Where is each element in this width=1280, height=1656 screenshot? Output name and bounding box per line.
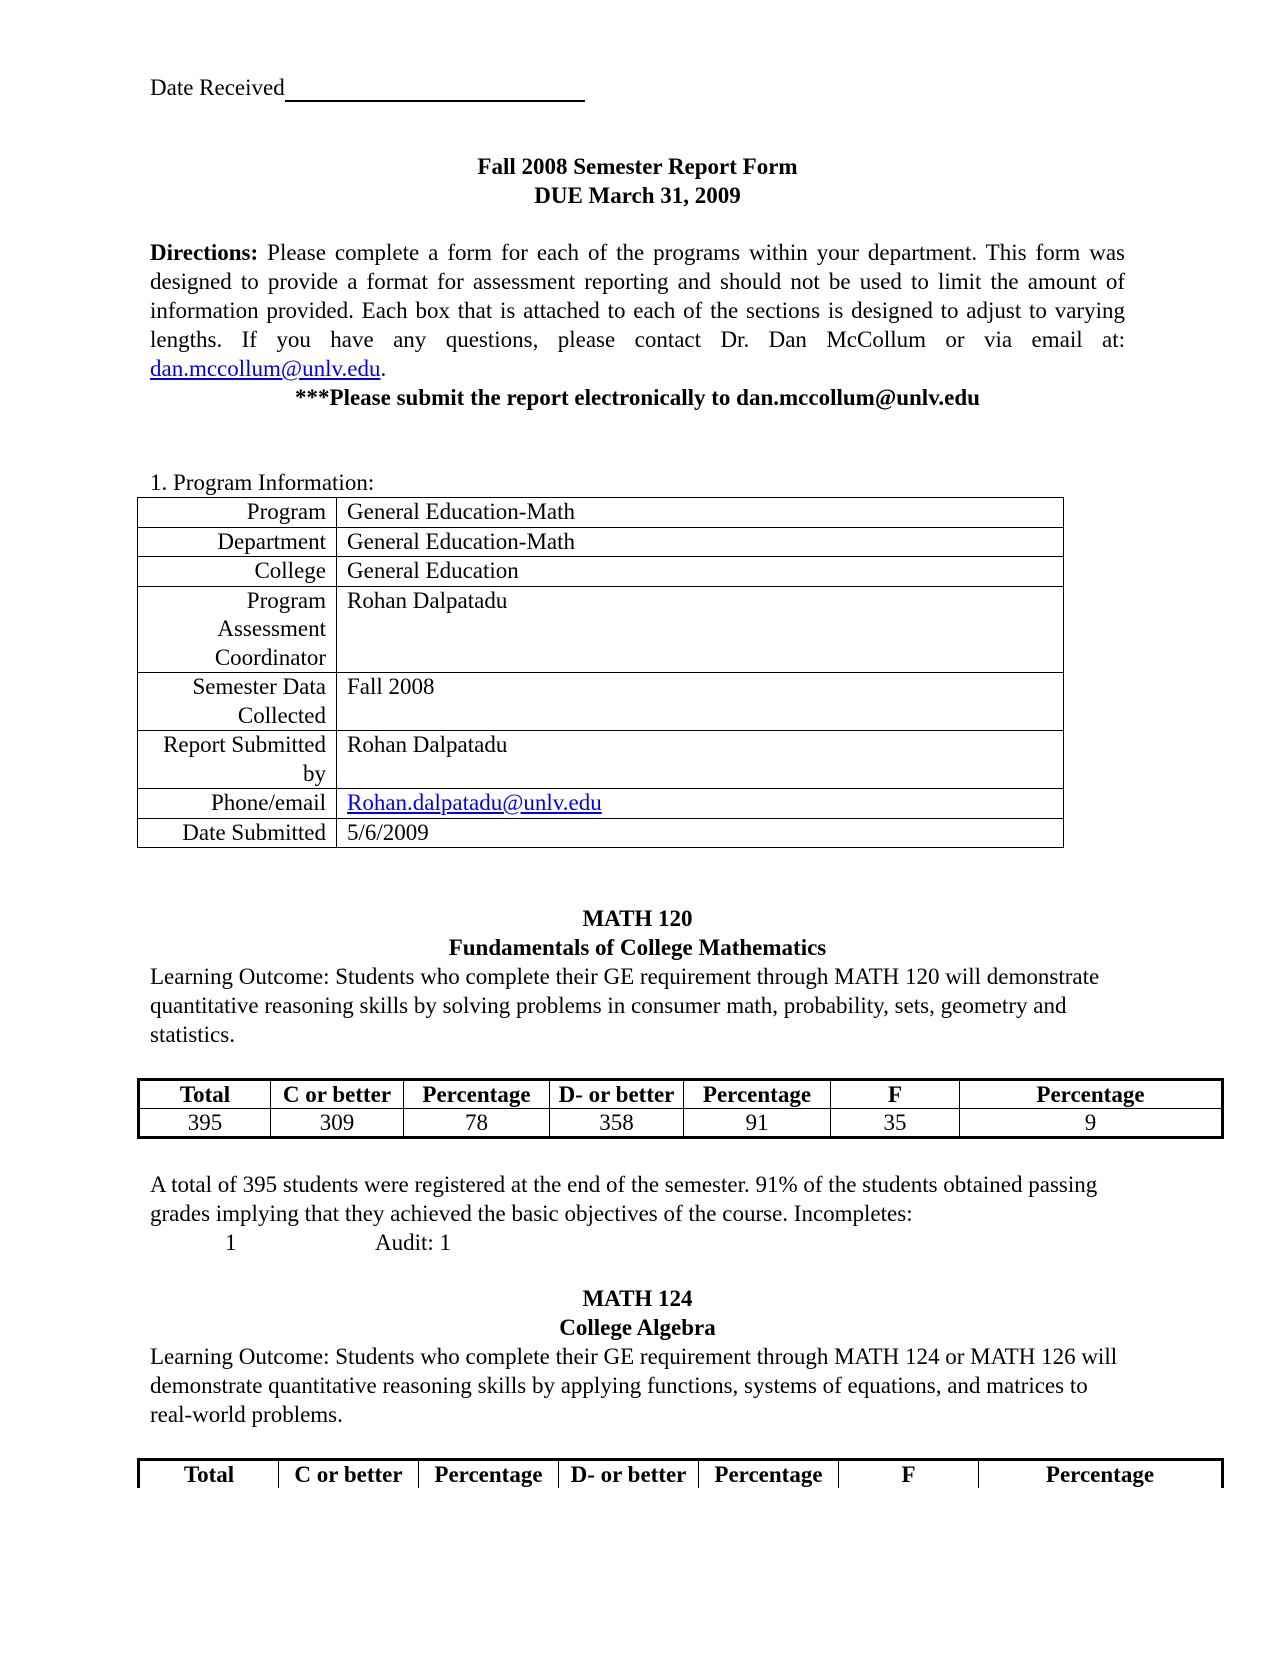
- directions-paragraph: [150, 238, 1125, 383]
- row-label: Program Assessment Coordinator: [138, 586, 337, 673]
- directions-text: Please complete a form for each of the programs within your department. This form was designed to provide a format for assessment reporting and should not be used to limit the amount of information provided. Each box that is attached to each of the sections is designed to adjust to varying lengths. If you have any questions, please contact Dr. Dan McCollum or via email at:: [150, 240, 1125, 352]
- program-info-table: [137, 497, 1064, 848]
- column-header: Percentage: [684, 1080, 831, 1109]
- row-value: 5/6/2009: [337, 818, 1064, 848]
- directions-period: .: [380, 356, 387, 381]
- column-header: Total: [139, 1080, 271, 1109]
- coordinator-email-link[interactable]: Rohan.dalpatadu@unlv.edu: [347, 790, 602, 815]
- table-row: [138, 673, 1064, 731]
- column-header: Percentage: [960, 1080, 1223, 1109]
- program-info-heading: 1. Program Information:: [150, 470, 375, 495]
- table-row: [138, 818, 1064, 848]
- row-value: General Education-Math: [337, 527, 1064, 557]
- course-section-math120: [150, 904, 1145, 1257]
- row-value: Rohan Dalpatadu: [337, 586, 1064, 673]
- row-label: Department: [138, 527, 337, 557]
- column-header: Percentage: [979, 1460, 1223, 1489]
- form-title: [150, 152, 1125, 210]
- submit-note: ***Please submit the report electronically to dan.mccollum@unlv.edu: [295, 385, 980, 410]
- row-value: Fall 2008: [337, 673, 1064, 731]
- column-header: Percentage: [419, 1460, 559, 1489]
- column-header: F: [839, 1460, 979, 1489]
- table-row: [138, 498, 1064, 528]
- table-cell: 309: [271, 1109, 404, 1138]
- row-value: [337, 789, 1064, 819]
- form-due-date: DUE March 31, 2009: [534, 183, 741, 208]
- date-received-row: [150, 72, 1125, 102]
- learning-outcome: Learning Outcome: Students who complete their GE requirement through MATH 124 or MATH 126 will demonstrate quantitative reasoning skills by applying functions, systems of equations, and matrices to real-world problems.: [150, 1344, 1118, 1427]
- row-label: Phone/email: [138, 789, 337, 819]
- row-label: Program: [138, 498, 337, 528]
- incompletes-count: 1: [225, 1230, 237, 1255]
- course-code: MATH 120: [582, 906, 693, 931]
- table-header-row: [139, 1460, 1223, 1489]
- directions-label: Directions:: [150, 240, 259, 265]
- table-cell: 35: [831, 1109, 960, 1138]
- course-section-math124: [150, 1284, 1155, 1488]
- column-header: F: [831, 1080, 960, 1109]
- column-header: C or better: [271, 1080, 404, 1109]
- row-value: General Education: [337, 557, 1064, 587]
- learning-outcome: Learning Outcome: Students who complete their GE requirement through MATH 120 will demonstrate quantitative reasoning skills by solving problems in consumer math, probability, sets, geometry and statistics.: [150, 964, 1100, 1047]
- column-header: D- or better: [559, 1460, 699, 1489]
- column-header: Percentage: [699, 1460, 839, 1489]
- course-name: Fundamentals of College Mathematics: [448, 935, 827, 960]
- column-header: Percentage: [404, 1080, 550, 1109]
- table-header-row: [139, 1080, 1223, 1109]
- table-cell: 9: [960, 1109, 1223, 1138]
- table-cell: 358: [550, 1109, 684, 1138]
- row-value: General Education-Math: [337, 498, 1064, 528]
- row-label: Date Submitted: [138, 818, 337, 848]
- column-header: C or better: [279, 1460, 419, 1489]
- table-cell: 395: [139, 1109, 271, 1138]
- table-row: [138, 527, 1064, 557]
- table-row: [138, 557, 1064, 587]
- table-cell: 78: [404, 1109, 550, 1138]
- column-header: D- or better: [550, 1080, 684, 1109]
- row-label: Report Submitted by: [138, 731, 337, 789]
- date-received-label: Date Received: [150, 75, 285, 100]
- table-row: [138, 586, 1064, 673]
- table-row: [138, 731, 1064, 789]
- row-label: College: [138, 557, 337, 587]
- form-title-line1: Fall 2008 Semester Report Form: [477, 154, 798, 179]
- incompletes-audit-row: [150, 1228, 1125, 1257]
- grades-table: [137, 1458, 1224, 1488]
- grades-table: [137, 1078, 1224, 1139]
- audit-count: Audit: 1: [375, 1230, 452, 1255]
- contact-email-link[interactable]: dan.mccollum@unlv.edu: [150, 356, 381, 381]
- row-label: Semester Data Collected: [138, 673, 337, 731]
- course-name: College Algebra: [559, 1315, 716, 1340]
- row-value: Rohan Dalpatadu: [337, 731, 1064, 789]
- table-row: [138, 789, 1064, 819]
- table-row: [139, 1109, 1223, 1138]
- date-received-blank[interactable]: [285, 78, 585, 102]
- course-code: MATH 124: [582, 1286, 693, 1311]
- table-cell: 91: [684, 1109, 831, 1138]
- report-page: [150, 72, 1155, 1488]
- column-header: Total: [139, 1460, 279, 1489]
- course-summary: A total of 395 students were registered at the end of the semester. 91% of the students obtained passing grades implying that they achieved the basic objectives of the course. Incompletes:: [150, 1172, 1098, 1226]
